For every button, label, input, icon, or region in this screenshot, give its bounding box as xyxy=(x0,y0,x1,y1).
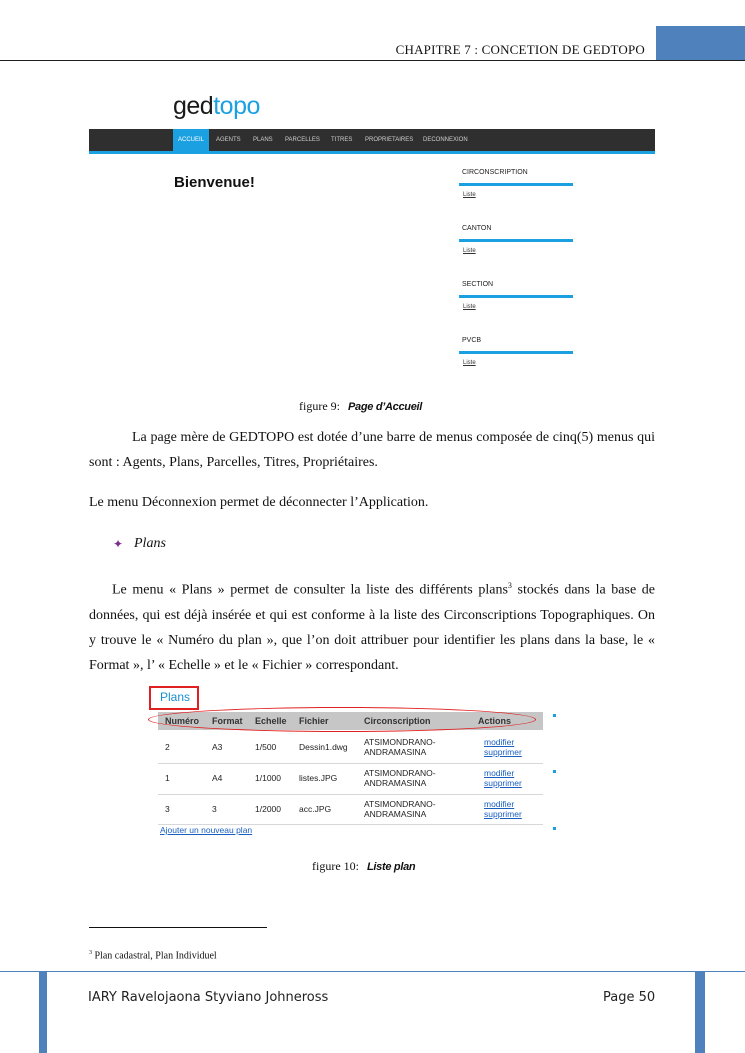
col-header-circonscription: Circonscription xyxy=(364,716,431,726)
cell-fichier: listes.JPG xyxy=(299,773,338,783)
col-header-numero: Numéro xyxy=(165,716,200,726)
sidebar-link-circonscription[interactable]: Liste xyxy=(463,192,476,198)
cell-numero: 2 xyxy=(165,742,170,752)
cell-fichier: Dessin1.dwg xyxy=(299,742,348,752)
cell-echelle: 1/2000 xyxy=(255,804,281,814)
sidebar-divider xyxy=(459,183,573,186)
sidebar-link-canton[interactable]: Liste xyxy=(463,248,476,254)
sidebar-link-pvcb[interactable]: Liste xyxy=(463,360,476,366)
col-header-actions: Actions xyxy=(478,716,512,726)
cell-echelle: 1/500 xyxy=(255,742,277,752)
cell-circonscription: ATSIMONDRANO- ANDRAMASINA xyxy=(364,737,436,757)
cell-numero: 1 xyxy=(165,773,170,783)
cell-format: A4 xyxy=(212,773,223,783)
plans-title: Plans xyxy=(160,690,191,704)
add-plan-link[interactable]: Ajouter un nouveau plan xyxy=(160,825,253,835)
modifier-link[interactable]: modifier xyxy=(484,737,515,747)
page-number: Page 50 xyxy=(603,990,656,1005)
cell-fichier: acc.JPG xyxy=(299,804,332,814)
nav-bar xyxy=(89,129,655,151)
supprimer-link[interactable]: supprimer xyxy=(484,809,522,819)
supprimer-link[interactable]: supprimer xyxy=(484,778,522,788)
nav-item-titres[interactable]: TITRES xyxy=(331,137,353,143)
modifier-link[interactable]: modifier xyxy=(484,799,515,809)
footnote-ref: 3 xyxy=(507,581,512,590)
col-header-format: Format xyxy=(212,716,243,726)
figure-9-caption: figure 9: Page d’Accueil xyxy=(299,399,423,413)
footnote-rule xyxy=(89,927,267,928)
decorative-dot xyxy=(553,827,556,830)
paragraph-intro: La page mère de GEDTOPO est dotée d’une barre de menus composée de cinq(5) menus qui sont : Agents, Plans, Parcelles, Titres, Propriétaires. xyxy=(89,430,655,470)
header-rule xyxy=(0,60,745,61)
annotation-ellipse xyxy=(148,707,536,732)
sidebar-divider xyxy=(459,351,573,354)
cell-circonscription: ATSIMONDRANO- ANDRAMASINA xyxy=(364,799,436,819)
nav-item-deconnexion[interactable]: DECONNEXION xyxy=(423,137,468,143)
welcome-heading: Bienvenue! xyxy=(174,174,255,191)
supprimer-link[interactable]: supprimer xyxy=(484,747,522,757)
figure-10-caption: figure 10: Liste plan xyxy=(312,859,416,873)
col-header-fichier: Fichier xyxy=(299,716,329,726)
sidebar-link-section[interactable]: Liste xyxy=(463,304,476,310)
row-divider xyxy=(158,794,543,795)
cell-format: A3 xyxy=(212,742,223,752)
sidebar-divider xyxy=(459,239,573,242)
paragraph-plans: Le menu « Plans » permet de consulter la liste des différents plans$^3$ stockés dans la base de données, qui est déjà insérée et qui est conforme à la liste des Circonscriptions Topographiques. On y trouve le « Numéro du plan », que l’on doit attribuer pour identifier les plans dans la base, le « Format », l’ « Echelle » et le « Fichier » correspondant. xyxy=(89,581,655,673)
footer-rule xyxy=(0,971,745,972)
footer-author: IARY Ravelojaona Styviano Johneross xyxy=(88,990,329,1005)
row-divider xyxy=(158,763,543,764)
nav-item-proprietaires[interactable]: PROPRIETAIRES xyxy=(365,137,414,143)
chapter-header: CHAPITRE 7 : CONCETION DE GEDTOPO xyxy=(395,42,645,57)
footer-bar-right xyxy=(695,972,705,1053)
modifier-link[interactable]: modifier xyxy=(484,768,515,778)
sidebar-title-canton: CANTON xyxy=(462,225,492,232)
bullet-icon: ✦ xyxy=(113,537,124,551)
footnote: $^3$ Plan cadastral, Plan Individuel xyxy=(89,950,217,962)
nav-item-parcelles[interactable]: PARCELLES xyxy=(285,137,320,143)
nav-item-accueil[interactable]: ACCUEIL xyxy=(173,129,209,151)
decorative-dot xyxy=(553,770,556,773)
nav-accent-stripe xyxy=(89,151,655,154)
cell-circonscription: ATSIMONDRANO- ANDRAMASINA xyxy=(364,768,436,788)
nav-item-plans[interactable]: PLANS xyxy=(253,137,273,143)
section-heading-plans: Plans xyxy=(134,536,166,551)
col-header-echelle: Echelle xyxy=(255,716,287,726)
paragraph-deconnexion: Le menu Déconnexion permet de déconnecter l’Application. xyxy=(89,495,429,510)
cell-echelle: 1/1000 xyxy=(255,773,281,783)
sidebar-title-circonscription: CIRCONSCRIPTION xyxy=(462,169,528,176)
sidebar-title-section: SECTION xyxy=(462,281,494,288)
cell-format: 3 xyxy=(212,804,217,814)
decorative-dot xyxy=(553,714,556,717)
nav-item-agents[interactable]: AGENTS xyxy=(216,137,241,143)
footer-bar-left xyxy=(39,972,47,1053)
sidebar-title-pvcb: PVCB xyxy=(462,337,482,344)
sidebar-divider xyxy=(459,295,573,298)
header-accent-block xyxy=(656,26,745,60)
gedtopo-logo: gedtopo xyxy=(173,92,260,120)
cell-numero: 3 xyxy=(165,804,170,814)
